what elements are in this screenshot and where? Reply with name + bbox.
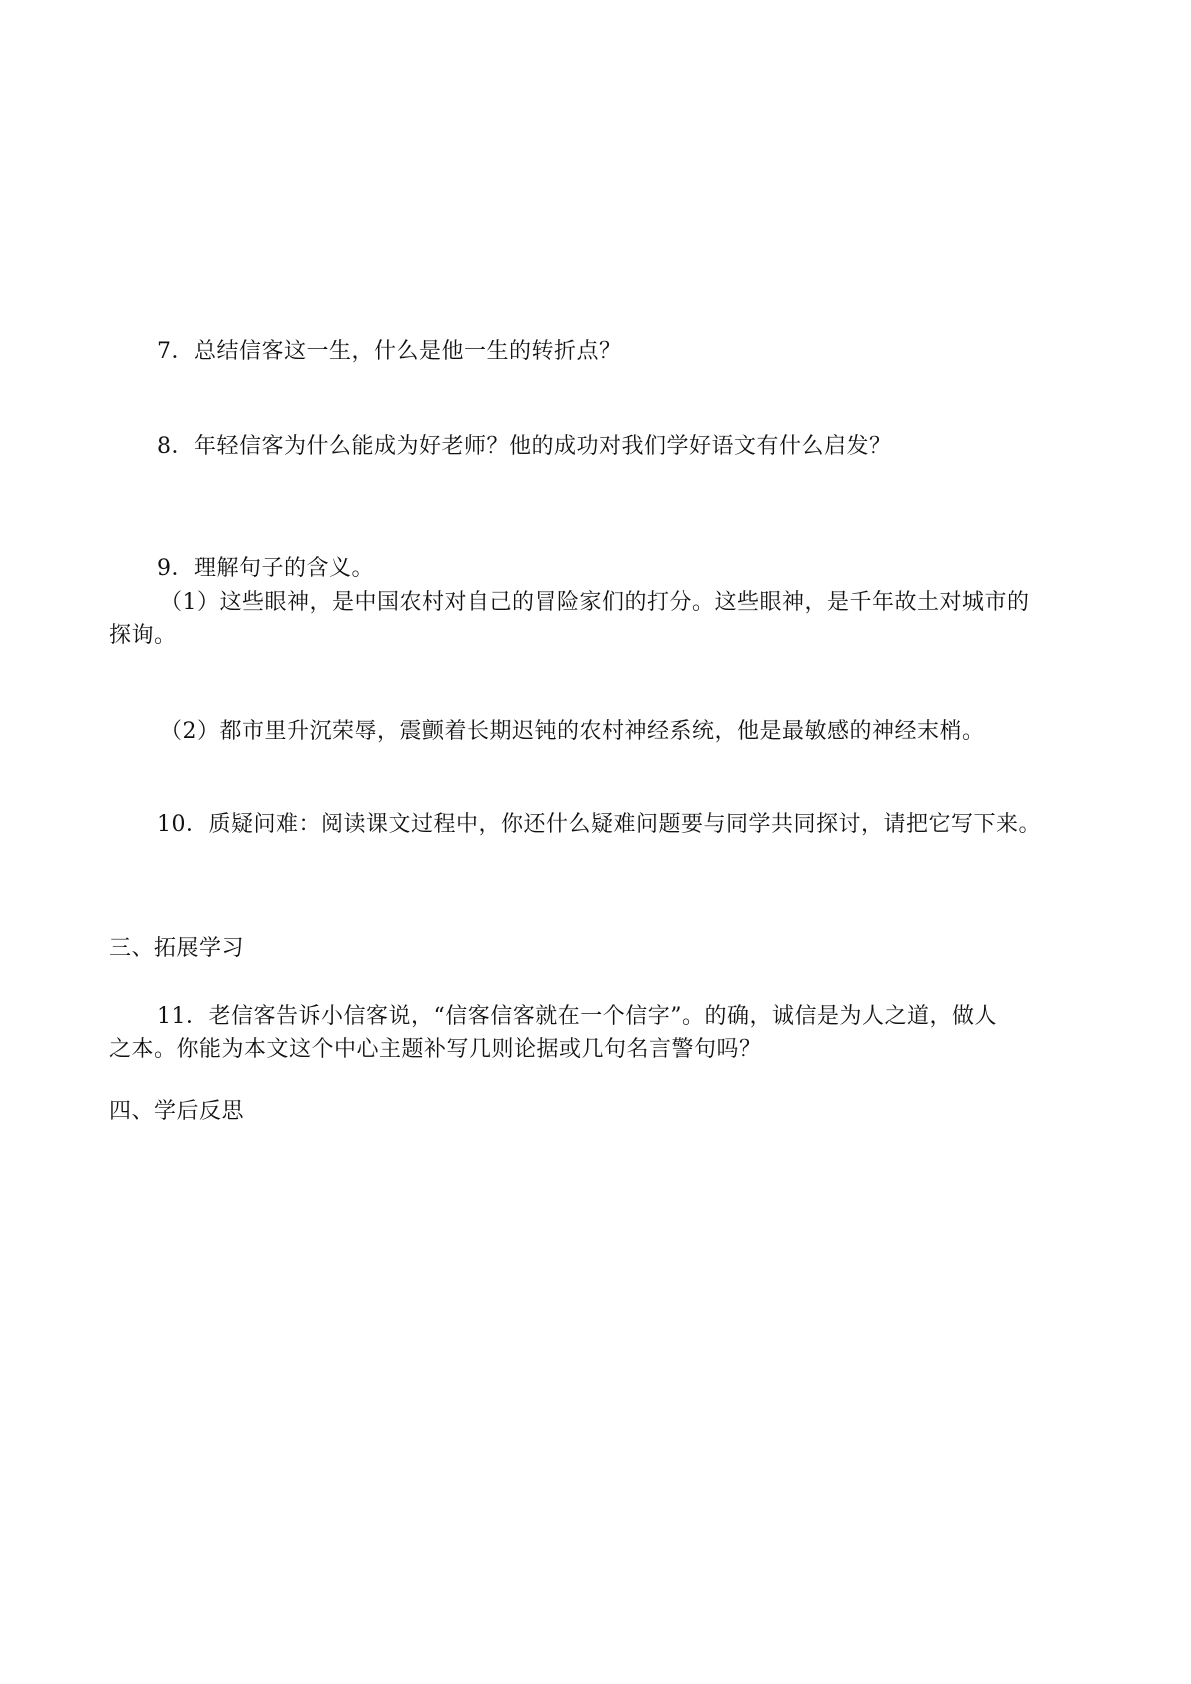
question-9-sentence-1-cont: 探询。	[109, 623, 177, 648]
question-9-sentence-1: （1）这些眼神，是中国农村对自己的冒险家们的打分。这些眼神，是千年故土对城市的	[160, 590, 1030, 615]
question-11: 11．老信客告诉小信客说，“信客信客就在一个信字”。的确，诚信是为人之道，做人	[157, 1004, 997, 1029]
section-3-heading: 三、拓展学习	[109, 936, 245, 961]
section-4-heading: 四、学后反思	[109, 1099, 245, 1124]
question-8: 8．年轻信客为什么能成为好老师？他的成功对我们学好语文有什么启发？	[157, 434, 892, 459]
question-7: 7．总结信客这一生，什么是他一生的转折点？	[157, 339, 622, 364]
question-11-cont: 之本。你能为本文这个中心主题补写几则论据或几句名言警句吗？	[109, 1037, 762, 1062]
question-9-sentence-2: （2）都市里升沉荣辱，震颤着长期迟钝的农村神经系统，他是最敏感的神经末梢。	[160, 719, 985, 744]
question-9-title: 9．理解句子的含义。	[157, 556, 374, 581]
question-10: 10．质疑问难：阅读课文过程中，你还什么疑难问题要与同学共同探讨，请把它写下来。	[157, 812, 1041, 837]
